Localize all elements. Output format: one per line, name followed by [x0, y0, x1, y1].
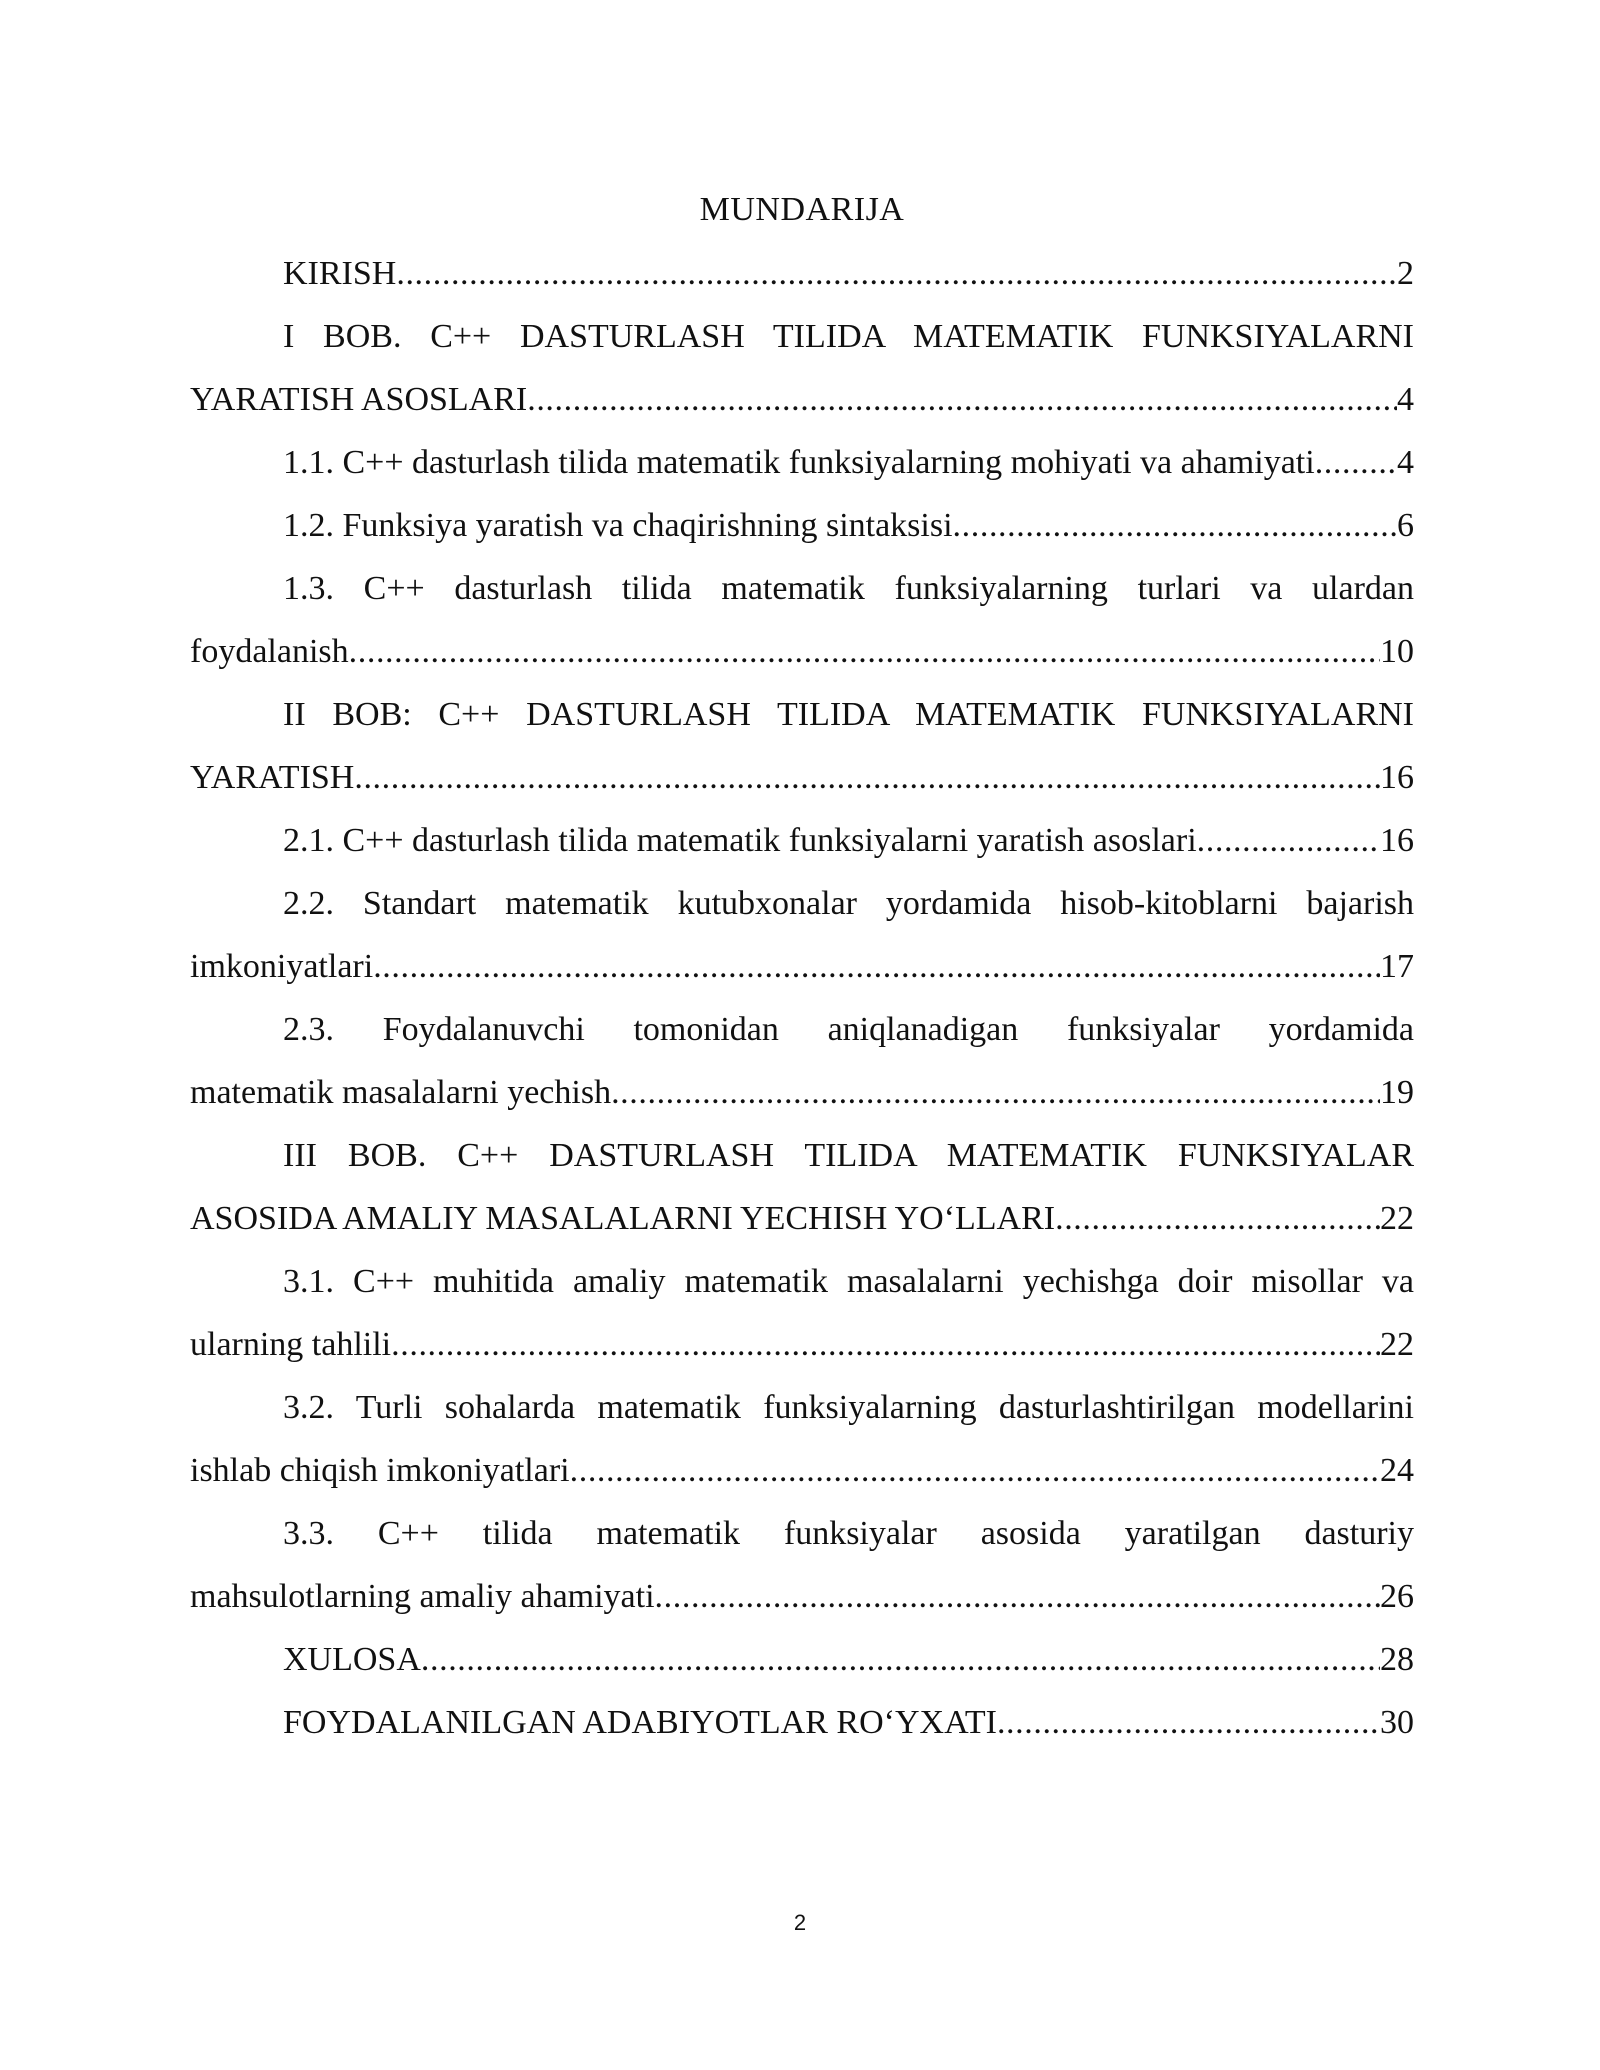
toc-entry-line: [190, 368, 1414, 431]
toc-entry-label: 2.1. C++ dasturlash tilida matematik funksiyalarni yaratish asoslari: [283, 822, 1197, 859]
toc-entry-first-line: III BOB. C++ DASTURLASH TILIDA MATEMATIK FUNKSIYALAR: [283, 1137, 1414, 1174]
toc-entry-section-2-2[interactable]: [190, 872, 1414, 998]
toc-entry-line: [190, 494, 1414, 557]
toc-entry-references[interactable]: [190, 1691, 1414, 1754]
toc-entry-line: [190, 1628, 1414, 1691]
toc-leader-dots: [354, 746, 1380, 809]
toc-entry-page: 2: [1397, 255, 1414, 292]
toc-leader-dots: [373, 935, 1380, 998]
toc-entry-section-2-3[interactable]: [190, 998, 1414, 1124]
toc-entry-label: XULOSA: [283, 1641, 421, 1678]
toc-entry-page: 22: [1380, 1200, 1414, 1237]
toc-leader-dots: [570, 1439, 1380, 1502]
toc-entry-chapter-1[interactable]: [190, 305, 1414, 431]
toc-leader-dots: [655, 1565, 1380, 1628]
toc-leader-dots: [611, 1061, 1380, 1124]
toc-entry-section-1-2[interactable]: [190, 494, 1414, 557]
toc-entry-first-line: 2.3. Foydalanuvchi tomonidan aniqlanadigan funksiyalar yordamida: [283, 1011, 1414, 1048]
toc-entry-line: [190, 1313, 1414, 1376]
toc-entry-first-line: I BOB. C++ DASTURLASH TILIDA MATEMATIK FUNKSIYALARNI: [283, 318, 1414, 355]
toc-entry-line: [190, 1691, 1414, 1754]
toc-entry-section-1-1[interactable]: [190, 431, 1414, 494]
toc-entry-section-2-1[interactable]: [190, 809, 1414, 872]
toc-entry-page: 26: [1380, 1578, 1414, 1615]
toc-entry-section-1-3[interactable]: [190, 557, 1414, 683]
toc-entry-label: 1.2. Funksiya yaratish va chaqirishning sintaksisi: [283, 507, 953, 544]
toc-leader-dots: [953, 494, 1397, 557]
toc-entry-section-3-2[interactable]: [190, 1376, 1414, 1502]
toc-entry-line: [190, 1439, 1414, 1502]
toc-entry-section-3-3[interactable]: [190, 1502, 1414, 1628]
toc-entry-label: YARATISH ASOSLARI: [190, 381, 528, 418]
toc-entry-first-line: 3.1. C++ muhitida amaliy matematik masalalarni yechishga doir misollar va: [283, 1263, 1414, 1300]
toc-entry-page: 30: [1380, 1704, 1414, 1741]
toc-entry-section-3-1[interactable]: [190, 1250, 1414, 1376]
toc-leader-dots: [997, 1691, 1380, 1754]
toc-entry-label: foydalanish: [190, 633, 349, 670]
toc-entry-page: 4: [1397, 381, 1414, 418]
toc-entry-line: [190, 1565, 1414, 1628]
toc-entry-first-line: 3.2. Turli sohalarda matematik funksiyalarning dasturlashtirilgan modellarini: [283, 1389, 1414, 1426]
toc-entry-label: 1.1. C++ dasturlash tilida matematik funksiyalarning mohiyati va ahamiyati: [283, 444, 1315, 481]
toc-entry-label: YARATISH: [190, 759, 355, 796]
toc-entry-page: 6: [1397, 507, 1414, 544]
toc-leader-dots: [527, 368, 1397, 431]
toc-leader-dots: [1197, 809, 1380, 872]
toc-entry-label: FOYDALANILGAN ADABIYOTLAR RO‘YXATI: [283, 1704, 997, 1741]
toc-leader-dots: [421, 1628, 1380, 1691]
toc-leader-dots: [391, 1313, 1380, 1376]
toc-leader-dots: [1315, 431, 1397, 494]
toc-entry-line: [190, 242, 1414, 305]
toc-entry-first-line: 1.3. C++ dasturlash tilida matematik funksiyalarning turlari va ulardan: [283, 570, 1414, 607]
toc-entry-chapter-3[interactable]: [190, 1124, 1414, 1250]
toc-entry-page: 16: [1380, 822, 1414, 859]
toc-entry-page: 24: [1380, 1452, 1414, 1489]
toc-entry-conclusion[interactable]: [190, 1628, 1414, 1691]
toc-leader-dots: [1055, 1187, 1380, 1250]
toc-entry-label: ularning tahlili: [190, 1326, 392, 1363]
toc-entry-page: 22: [1380, 1326, 1414, 1363]
toc-entry-line: [190, 620, 1414, 683]
toc-entry-label: matematik masalalarni yechish: [190, 1074, 612, 1111]
toc-entry-page: 19: [1380, 1074, 1414, 1111]
toc-entry-first-line: 3.3. C++ tilida matematik funksiyalar asosida yaratilgan dasturiy: [283, 1515, 1414, 1552]
toc-entry-label: ishlab chiqish imkoniyatlari: [190, 1452, 570, 1489]
toc-title: MUNDARIJA: [699, 191, 905, 228]
toc-entry-line: [190, 431, 1414, 494]
toc-entry-label: ASOSIDA AMALIY MASALALARNI YECHISH YO‘LLARI: [190, 1200, 1056, 1237]
toc-entry-line: [190, 935, 1414, 998]
toc-entry-first-line: II BOB: C++ DASTURLASH TILIDA MATEMATIK FUNKSIYALARNI: [283, 696, 1414, 733]
toc-entry-label: mahsulotlarning amaliy ahamiyati: [190, 1578, 655, 1615]
toc-entry-page: 17: [1380, 948, 1414, 985]
toc-entry-first-line: 2.2. Standart matematik kutubxonalar yordamida hisob-kitoblarni bajarish: [283, 885, 1414, 922]
toc-entry-chapter-2[interactable]: [190, 683, 1414, 809]
toc-entry-page: 4: [1397, 444, 1414, 481]
toc-entry-label: KIRISH: [283, 255, 397, 292]
page-number: 2: [793, 1910, 807, 1935]
toc-leader-dots: [396, 242, 1397, 305]
toc-entry-page: 10: [1380, 633, 1414, 670]
toc-entry-page: 28: [1380, 1641, 1414, 1678]
toc-entry-page: 16: [1380, 759, 1414, 796]
toc-entry-label: imkoniyatlari: [190, 948, 374, 985]
toc-entry-line: [190, 1187, 1414, 1250]
toc-leader-dots: [349, 620, 1380, 683]
toc-entry-line: [190, 1061, 1414, 1124]
toc-entry-line: [190, 809, 1414, 872]
toc-entry-introduction[interactable]: [190, 242, 1414, 305]
toc-entry-line: [190, 746, 1414, 809]
